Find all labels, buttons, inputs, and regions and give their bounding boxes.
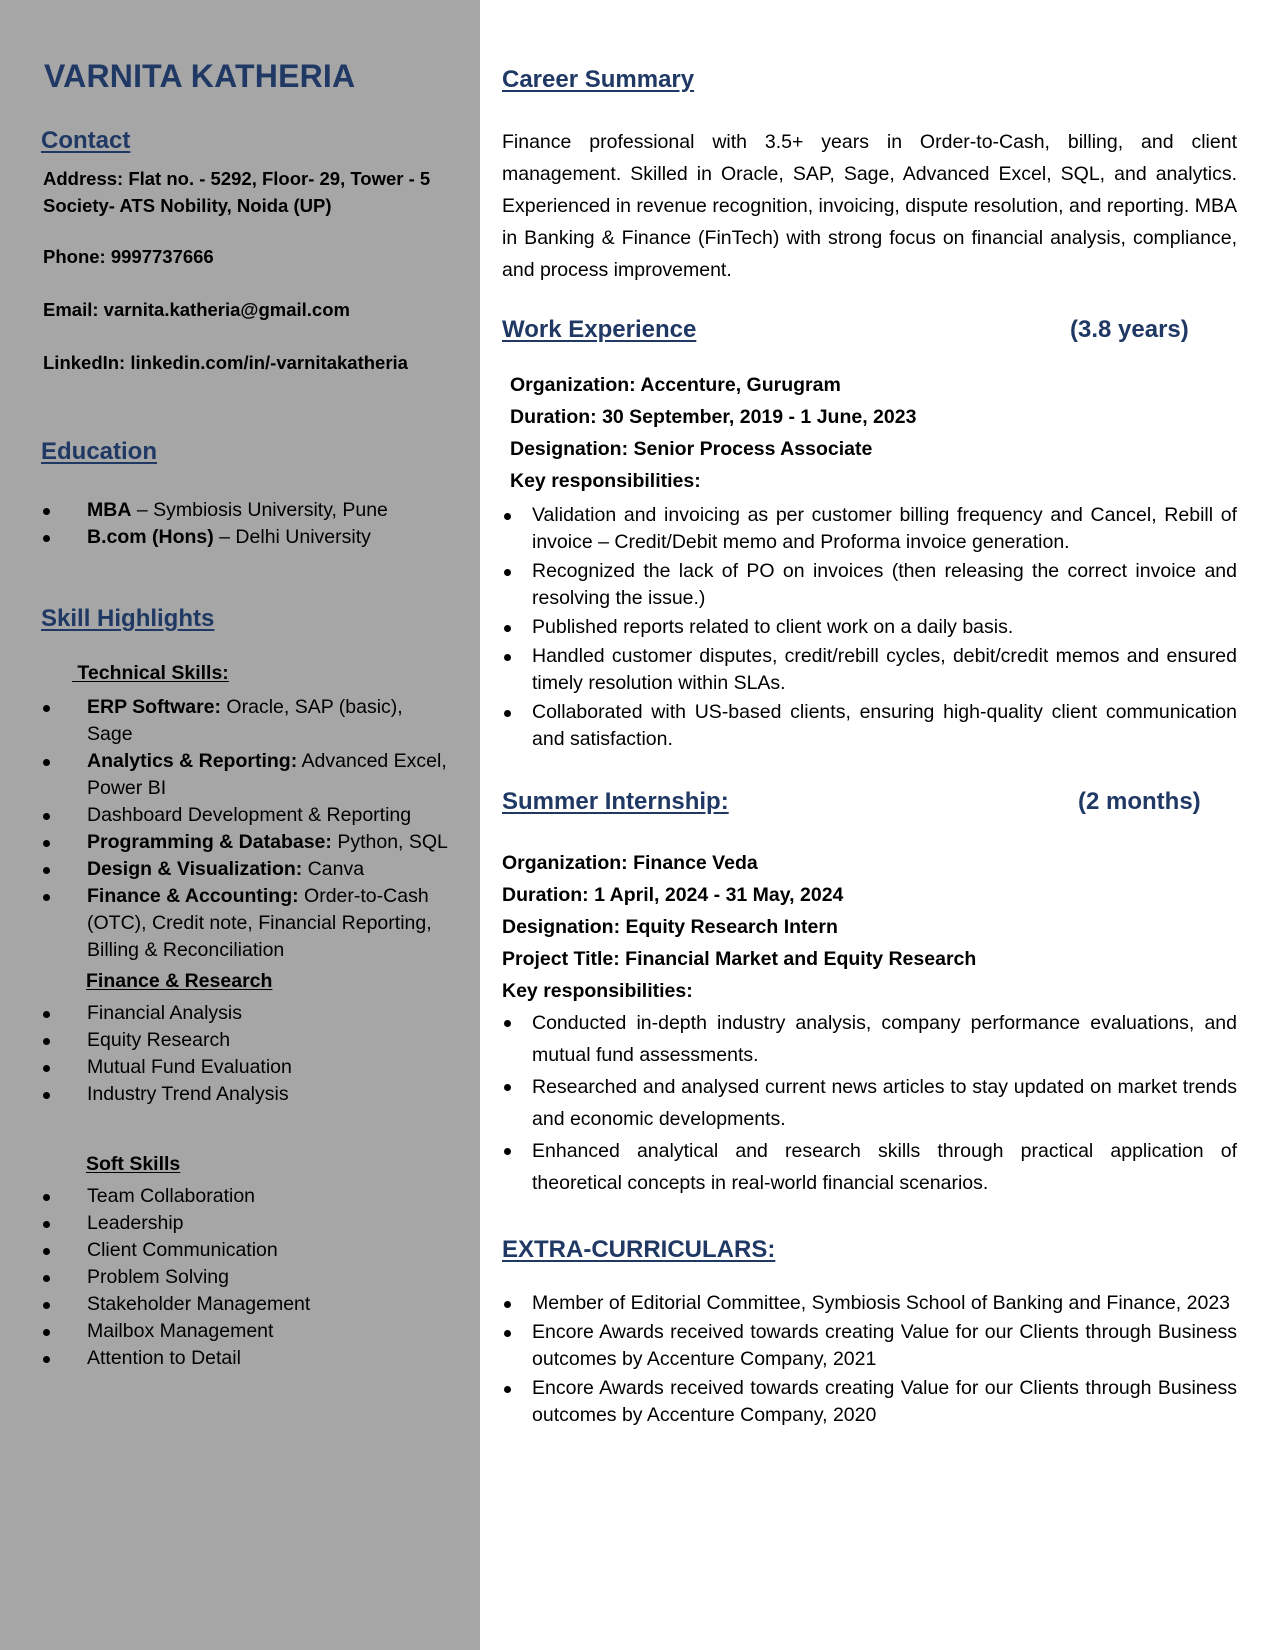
internship-designation: Designation: Equity Research Intern	[502, 916, 838, 938]
soft-skills-list	[41, 1183, 451, 1372]
work-key-label: Key responsibilities:	[510, 470, 701, 492]
skills-heading: Skill Highlights	[41, 605, 215, 632]
contact-linkedin: LinkedIn: linkedin.com/in/-varnitakatheria	[43, 352, 408, 373]
skill-item: Equity Research	[41, 1027, 451, 1054]
internship-duration: Duration: 1 April, 2024 - 31 May, 2024	[502, 884, 844, 906]
education-item: MBA – Symbiosis University, Pune	[41, 497, 461, 524]
internship-project: Project Title: Financial Market and Equity Research	[502, 948, 977, 970]
list-item: Enhanced analytical and research skills through practical application of theoretical concepts in real-world financial scenarios.	[502, 1135, 1237, 1199]
work-designation: Designation: Senior Process Associate	[510, 438, 873, 460]
finance-research-heading: Finance & Research	[86, 970, 273, 992]
technical-skills-list	[41, 694, 451, 964]
skill-item: Client Communication	[41, 1237, 451, 1264]
extracurriculars-heading: EXTRA-CURRICULARS:	[502, 1236, 776, 1263]
skill-item: Leadership	[41, 1210, 451, 1237]
list-item: Validation and invoicing as per customer billing frequency and Cancel, Rebill of invoice – Credit/Debit memo and Proforma invoice generation.	[502, 502, 1237, 556]
career-summary-heading: Career Summary	[502, 66, 695, 93]
work-organization: Organization: Accenture, Gurugram	[510, 374, 841, 396]
education-list	[41, 497, 461, 551]
list-item: Researched and analysed current news articles to stay updated on market trends and economic developments.	[502, 1071, 1237, 1135]
list-item: Recognized the lack of PO on invoices (then releasing the correct invoice and resolving the issue.)	[502, 558, 1237, 612]
internship-responsibilities	[502, 1007, 1237, 1199]
skill-item: Finance & Accounting: Order-to-Cash (OTC), Credit note, Financial Reporting, Billing & Reconciliation	[41, 883, 451, 964]
skill-item: Mailbox Management	[41, 1318, 451, 1345]
career-summary-text: Finance professional with 3.5+ years in Order-to-Cash, billing, and client management. Skilled in Oracle, SAP, Sage, Advanced Excel, SQL, and analytics. Experienced in revenue recognition, invoicing, dispute resolution, and reporting. MBA in Banking & Finance (FinTech) with strong focus on financial analysis, compliance, and process improvement.	[502, 131, 1237, 281]
list-item: Published reports related to client work on a daily basis.	[502, 614, 1237, 641]
list-item: Member of Editorial Committee, Symbiosis School of Banking and Finance, 2023	[502, 1290, 1237, 1317]
contact-heading: Contact	[41, 127, 131, 154]
skill-item: Stakeholder Management	[41, 1291, 451, 1318]
internship-key-label: Key responsibilities:	[502, 980, 693, 1002]
list-item: Encore Awards received towards creating Value for our Clients through Business outcomes by Accenture Company, 2020	[502, 1375, 1237, 1429]
skill-item: Attention to Detail	[41, 1345, 451, 1372]
soft-skills-heading: Soft Skills	[86, 1153, 181, 1175]
education-heading: Education	[41, 438, 158, 465]
candidate-name: VARNITA KATHERIA	[44, 58, 356, 94]
skill-item: Design & Visualization: Canva	[41, 856, 451, 883]
skill-item: ERP Software: Oracle, SAP (basic), Sage	[41, 694, 451, 748]
skill-item: Mutual Fund Evaluation	[41, 1054, 451, 1081]
list-item: Conducted in-depth industry analysis, company performance evaluations, and mutual fund assessments.	[502, 1007, 1237, 1071]
work-experience-heading: Work Experience	[502, 316, 697, 343]
internship-organization: Organization: Finance Veda	[502, 852, 758, 874]
extracurriculars-list	[502, 1290, 1237, 1431]
skill-item: Financial Analysis	[41, 1000, 451, 1027]
education-item: B.com (Hons) – Delhi University	[41, 524, 461, 551]
skill-item: Dashboard Development & Reporting	[41, 802, 451, 829]
list-item: Encore Awards received towards creating Value for our Clients through Business outcomes by Accenture Company, 2021	[502, 1319, 1237, 1373]
contact-phone: Phone: 9997737666	[43, 246, 214, 267]
contact-address: Address: Flat no. - 5292, Floor- 29, Tower - 5 Society- ATS Nobility, Noida (UP)	[43, 168, 431, 216]
internship-heading: Summer Internship:	[502, 788, 729, 815]
technical-skills-heading: Technical Skills:	[72, 662, 229, 684]
work-duration-total: (3.8 years)	[1070, 316, 1189, 343]
skill-item: Team Collaboration	[41, 1183, 451, 1210]
work-duration: Duration: 30 September, 2019 - 1 June, 2023	[510, 406, 917, 428]
finance-research-list	[41, 1000, 451, 1108]
contact-email: Email: varnita.katheria@gmail.com	[43, 299, 350, 320]
work-responsibilities	[502, 502, 1237, 755]
list-item: Collaborated with US-based clients, ensuring high-quality client communication and satisfaction.	[502, 699, 1237, 753]
skill-item: Programming & Database: Python, SQL	[41, 829, 451, 856]
sidebar	[0, 0, 480, 1650]
skill-item: Industry Trend Analysis	[41, 1081, 451, 1108]
skill-item: Problem Solving	[41, 1264, 451, 1291]
internship-duration-total: (2 months)	[1078, 788, 1201, 815]
list-item: Handled customer disputes, credit/rebill cycles, debit/credit memos and ensured timely resolution within SLAs.	[502, 643, 1237, 697]
main-content	[480, 0, 1275, 1650]
skill-item: Analytics & Reporting: Advanced Excel, Power BI	[41, 748, 451, 802]
